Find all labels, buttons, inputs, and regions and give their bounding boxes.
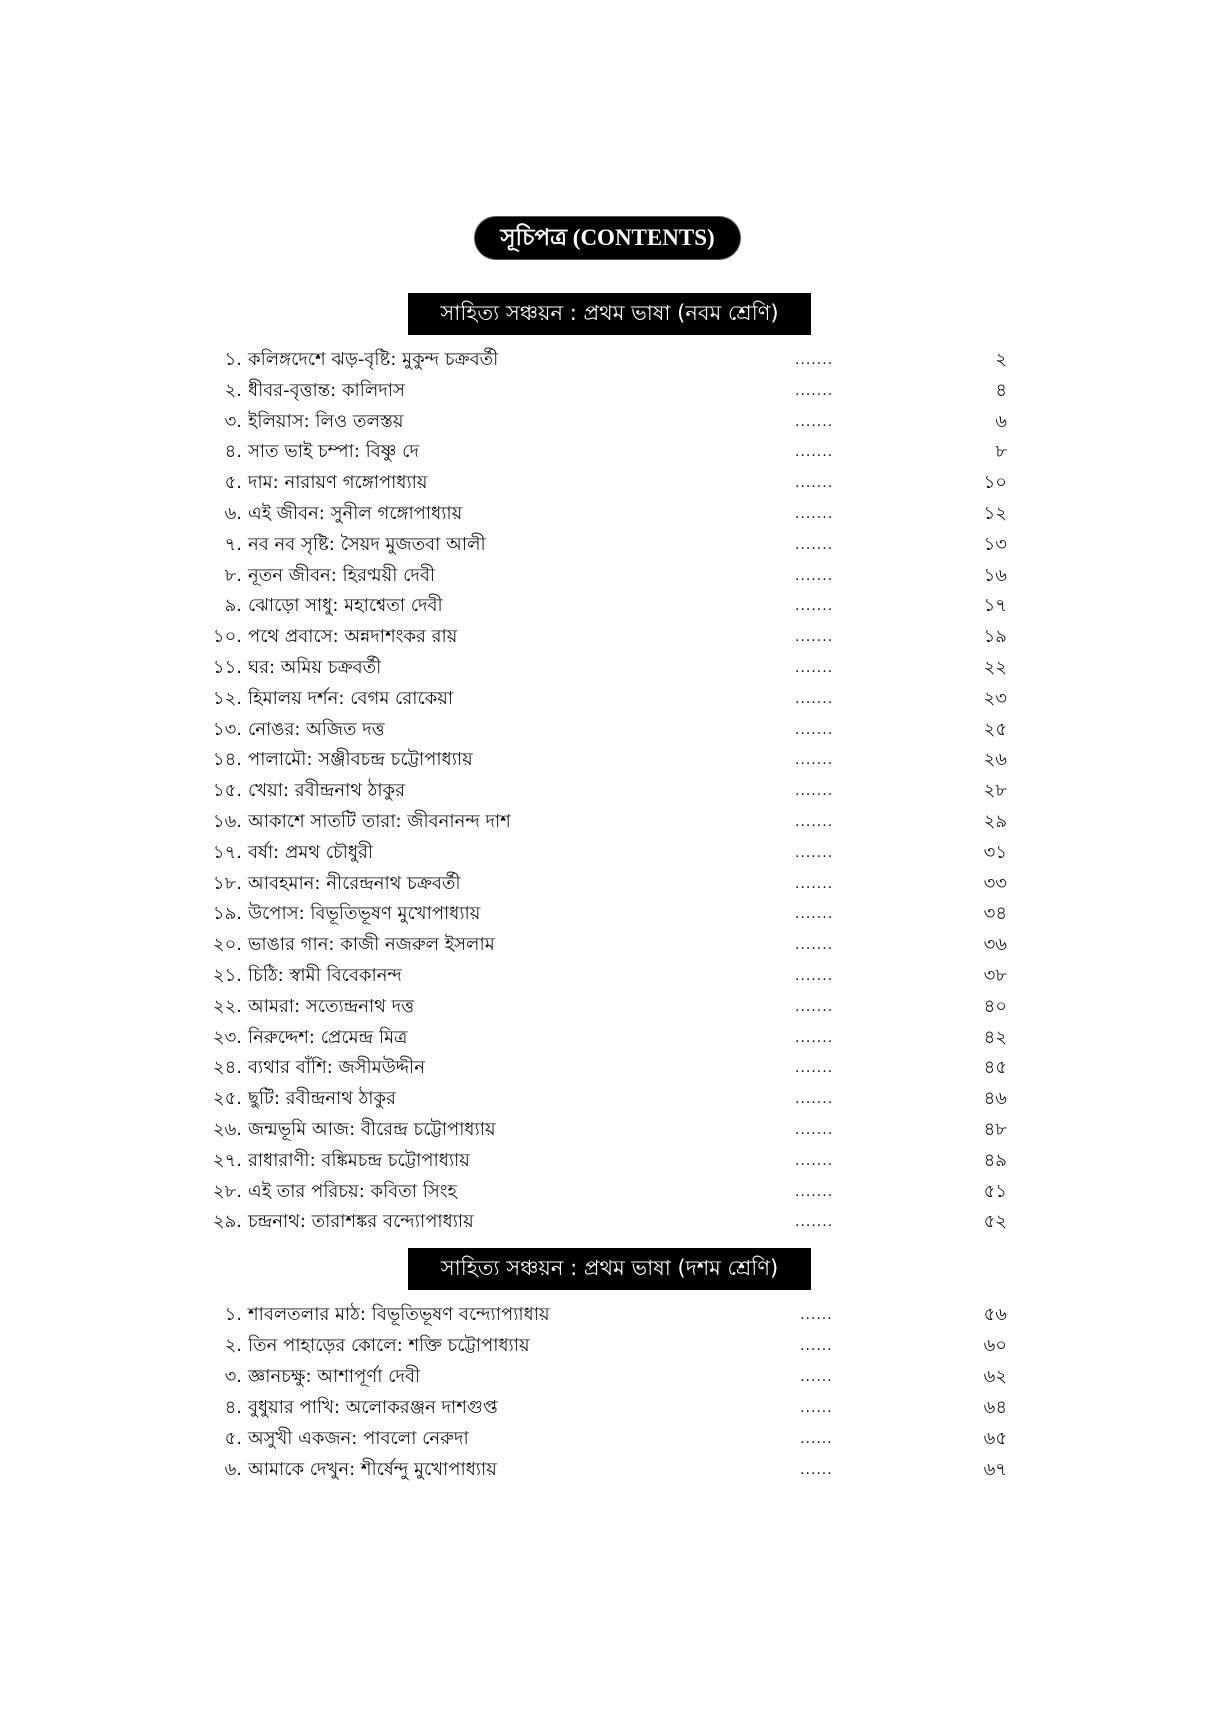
entry-title: ছুটি: রবীন্দ্রনাথ ঠাকুর: [248, 1088, 396, 1110]
entry-number: ৩.: [224, 1365, 242, 1387]
entry-number: ১৪.: [212, 749, 242, 771]
entry-leader-dots: .......: [795, 629, 834, 646]
toc-entry: [0, 1177, 1214, 1207]
entry-title: এই তার পরিচয়: কবিতা সিংহ: [248, 1180, 457, 1202]
entry-leader-dots: .......: [795, 937, 834, 954]
entry-leader-dots: ......: [800, 1307, 833, 1323]
entry-leader-dots: .......: [795, 906, 834, 923]
toc-entry: [0, 591, 1214, 621]
entry-page-number: ৮: [995, 441, 1007, 463]
entry-title: জন্মভূমি আজ: বীরেন্দ্র চট্টোপাধ্যায়: [248, 1119, 496, 1140]
toc-entry: [0, 376, 1214, 406]
entry-page-number: ৪৫: [983, 1057, 1007, 1079]
entry-number: ১.: [224, 349, 242, 370]
entry-page-number: ৪৮: [983, 1119, 1007, 1140]
toc-entry: [0, 1393, 1214, 1423]
entry-title: ভাঙার গান: কাজী নজরুল ইসলাম: [248, 934, 495, 956]
entry-leader-dots: .......: [795, 752, 834, 769]
toc-entry: [0, 899, 1214, 929]
entry-page-number: ১২: [983, 503, 1007, 524]
entry-title: নিরুদ্দেশ: প্রেমেন্দ্র মিত্র: [248, 1026, 408, 1048]
entry-title: এই জীবন: সুনীল গঙ্গোপাধ্যায়: [248, 503, 463, 524]
entry-leader-dots: .......: [795, 1029, 834, 1046]
entry-title: হিমালয় দর্শন: বেগম রোকেয়া: [248, 687, 454, 709]
entry-number: ১৫.: [212, 780, 242, 802]
entry-number: ১৬.: [212, 811, 242, 832]
entry-title: উপোস: বিভূতিভূষণ মুখোপাধ্যায়: [248, 903, 481, 925]
toc-entry: [0, 992, 1214, 1022]
entry-page-number: ৬৫: [983, 1427, 1007, 1449]
entry-leader-dots: .......: [795, 660, 834, 676]
entry-leader-dots: .......: [795, 998, 834, 1015]
toc-entry: [0, 407, 1214, 437]
entry-number: ২১.: [212, 965, 242, 986]
entry-title: অসুখী একজন: পাবলো নেরুদা: [248, 1427, 469, 1449]
entry-leader-dots: .......: [795, 783, 834, 800]
toc-entry: [0, 961, 1214, 991]
entry-leader-dots: .......: [795, 413, 834, 430]
entry-title: চিঠি: স্বামী বিবেকানন্দ: [248, 965, 402, 986]
entry-leader-dots: .......: [795, 1091, 834, 1108]
entry-leader-dots: .......: [795, 814, 834, 830]
entry-number: ৪.: [224, 1396, 242, 1418]
entry-page-number: ৬২: [983, 1365, 1007, 1387]
entry-title: ইলিয়াস: লিও তলস্তয়: [248, 410, 404, 432]
entry-number: ২৭.: [212, 1149, 242, 1171]
entry-leader-dots: .......: [795, 444, 834, 461]
entry-leader-dots: .......: [795, 721, 834, 738]
entry-page-number: ১৩: [983, 533, 1007, 555]
entry-page-number: ২: [995, 349, 1007, 370]
entry-leader-dots: ......: [800, 1430, 833, 1447]
entry-title: আমরা: সত্যেন্দ্রনাথ দত্ত: [248, 995, 414, 1017]
entry-title: খেয়া: রবীন্দ্রনাথ ঠাকুর: [248, 780, 406, 802]
toc-entry: [0, 684, 1214, 714]
entry-page-number: ৪৬: [983, 1088, 1007, 1110]
entry-leader-dots: ......: [800, 1461, 833, 1478]
entry-number: ৫.: [224, 1427, 242, 1449]
toc-entry: [0, 468, 1214, 498]
entry-leader-dots: .......: [795, 382, 834, 399]
entry-page-number: ৪০: [983, 995, 1007, 1017]
entry-leader-dots: .......: [795, 1183, 834, 1200]
entry-number: ৩.: [224, 410, 242, 432]
toc-entry: [0, 869, 1214, 899]
toc-entry: [0, 1455, 1214, 1485]
section-heading-class-9: সাহিত্য সঞ্চয়ন : প্রথম ভাষা (নবম শ্রেণি): [408, 293, 811, 335]
entry-number: ১২.: [212, 687, 242, 709]
entry-number: ১১.: [212, 657, 242, 678]
entry-title: নব নব সৃষ্টি: সৈয়দ মুজতবা আলী: [248, 533, 486, 555]
entry-number: ২০.: [212, 934, 242, 956]
entry-page-number: ১৭: [983, 595, 1007, 617]
entry-page-number: ১৯: [983, 626, 1007, 648]
entry-leader-dots: .......: [795, 506, 834, 522]
toc-entry: [0, 437, 1214, 467]
entry-page-number: ৩৬: [983, 934, 1007, 956]
entry-page-number: ১৬: [983, 564, 1007, 586]
entry-title: পালামৌ: সঞ্জীবচন্দ্র চট্টোপাধ্যায়: [248, 749, 473, 771]
entry-title: চন্দ্রনাথ: তারাশঙ্কর বন্দ্যোপাধ্যায়: [248, 1211, 474, 1233]
entry-number: ১৩.: [212, 718, 242, 740]
entry-page-number: ৫৬: [983, 1304, 1007, 1325]
entry-number: ২.: [224, 1334, 242, 1356]
entry-page-number: ৩১: [983, 841, 1007, 863]
entry-page-number: ২২: [983, 657, 1007, 678]
entry-title: ধীবর-বৃত্তান্ত: কালিদাস: [248, 379, 405, 401]
entry-page-number: ৩৩: [983, 872, 1007, 894]
entry-page-number: ৪: [995, 379, 1007, 401]
entry-number: ৭.: [224, 533, 242, 555]
entry-number: ৬.: [224, 503, 242, 524]
toc-entry: [0, 1207, 1214, 1237]
toc-entry: [0, 345, 1214, 375]
entry-page-number: ৫১: [983, 1180, 1007, 1202]
entry-number: ২৫.: [212, 1088, 242, 1110]
entry-leader-dots: .......: [795, 844, 834, 861]
toc-entry: [0, 838, 1214, 868]
entry-page-number: ২৯: [983, 811, 1007, 832]
entry-number: ২৯.: [212, 1211, 242, 1233]
entry-title: পথে প্রবাসে: অন্নদাশংকর রায়: [248, 626, 458, 648]
entry-number: ৬.: [224, 1458, 242, 1480]
entry-leader-dots: ......: [800, 1399, 833, 1416]
entry-title: সাত ভাই চম্পা: বিষ্ণু দে: [248, 441, 419, 463]
entry-number: ১.: [224, 1304, 242, 1325]
entry-leader-dots: .......: [795, 598, 834, 615]
entry-title: দাম: নারায়ণ গঙ্গোপাধ্যায়: [248, 472, 428, 494]
entry-number: ২৮.: [212, 1180, 242, 1202]
entry-page-number: ৫২: [983, 1211, 1007, 1233]
entry-page-number: ৩৪: [983, 903, 1007, 925]
entry-number: ২২.: [212, 995, 242, 1017]
entry-title: আমাকে দেখুন: শীর্ষেন্দু মুখোপাধ্যায়: [248, 1458, 497, 1480]
entry-title: ঘর: অমিয় চক্রবর্তী: [248, 657, 382, 678]
entry-number: ১৯.: [212, 903, 242, 925]
entry-leader-dots: ......: [800, 1337, 833, 1354]
toc-entry: [0, 1331, 1214, 1361]
toc-entry: [0, 653, 1214, 683]
entry-title: বুধুয়ার পাখি: অলোকরঞ্জন দাশগুপ্ত: [248, 1396, 498, 1418]
entry-page-number: ৪৯: [983, 1149, 1007, 1171]
entry-leader-dots: .......: [795, 352, 834, 368]
toc-entry: [0, 499, 1214, 529]
entry-leader-dots: .......: [795, 567, 834, 584]
toc-entry: [0, 530, 1214, 560]
toc-entry: [0, 561, 1214, 591]
entry-leader-dots: .......: [795, 968, 834, 984]
toc-entry: [0, 930, 1214, 960]
toc-entry: [0, 745, 1214, 775]
entry-page-number: ৩৮: [983, 965, 1007, 986]
toc-entry: [0, 1146, 1214, 1176]
entry-title: আবহমান: নীরেন্দ্রনাথ চক্রবর্তী: [248, 872, 461, 894]
entry-leader-dots: .......: [795, 536, 834, 553]
page-title: সূচিপত্র (CONTENTS): [475, 217, 740, 259]
entry-title: আকাশে সাতটি তারা: জীবনানন্দ দাশ: [248, 811, 511, 832]
toc-entry: [0, 715, 1214, 745]
entry-page-number: ৬৭: [983, 1458, 1007, 1480]
toc-entry: [0, 622, 1214, 652]
entry-leader-dots: .......: [795, 1122, 834, 1138]
entry-leader-dots: .......: [795, 875, 834, 892]
entry-number: ৫.: [224, 472, 242, 494]
toc-entry: [0, 1362, 1214, 1392]
entry-page-number: ৬: [995, 410, 1007, 432]
entry-leader-dots: .......: [795, 1060, 834, 1077]
entry-title: কলিঙ্গদেশে ঝড়-বৃষ্টি: মুকুন্দ চক্রবর্তী: [248, 349, 499, 370]
entry-number: ২৬.: [212, 1119, 242, 1140]
entry-page-number: ২৮: [983, 780, 1007, 802]
section-heading-class-10: সাহিত্য সঞ্চয়ন : প্রথম ভাষা (দশম শ্রেণি): [408, 1248, 811, 1290]
entry-number: ২৪.: [212, 1057, 242, 1079]
entry-number: ১৮.: [212, 872, 242, 894]
toc-entry: [0, 1084, 1214, 1114]
toc-entry: [0, 1424, 1214, 1454]
entry-title: তিন পাহাড়ের কোলে: শক্তি চট্টোপাধ্যায়: [248, 1334, 530, 1356]
entry-page-number: ৬৪: [983, 1396, 1007, 1418]
entry-title: বর্ষা: প্রমথ চৌধুরী: [248, 841, 374, 863]
toc-entry: [0, 1300, 1214, 1330]
entry-page-number: ২৩: [983, 687, 1007, 709]
entry-title: জ্ঞানচক্ষু: আশাপূর্ণা দেবী: [248, 1365, 421, 1387]
entry-title: শাবলতলার মাঠ: বিভূতিভূষণ বন্দ্যোপ্যাধায়: [248, 1304, 550, 1325]
toc-entry: [0, 1115, 1214, 1145]
entry-title: নূতন জীবন: হিরণ্ময়ী দেবী: [248, 564, 436, 586]
entry-number: ১০.: [212, 626, 242, 648]
entry-leader-dots: ......: [800, 1368, 833, 1385]
entry-leader-dots: .......: [795, 1152, 834, 1169]
entry-number: ৮.: [224, 564, 242, 586]
entry-leader-dots: .......: [795, 690, 834, 707]
toc-entry: [0, 776, 1214, 806]
entry-page-number: ২৬: [983, 749, 1007, 771]
toc-entry: [0, 1023, 1214, 1053]
entry-page-number: ১০: [983, 472, 1007, 494]
entry-number: ৪.: [224, 441, 242, 463]
entry-leader-dots: .......: [795, 1214, 834, 1231]
entry-title: রাধারাণী: বঙ্কিমচন্দ্র চট্টোপাধ্যায়: [248, 1149, 470, 1171]
entry-title: ঝোড়ো সাধু: মহাশ্বেতা দেবী: [248, 595, 443, 617]
entry-page-number: ৬০: [983, 1334, 1007, 1356]
entry-title: ব্যথার বাঁশি: জসীমউদ্দীন: [248, 1057, 425, 1079]
entry-page-number: ২৫: [983, 718, 1007, 740]
toc-entry: [0, 1053, 1214, 1083]
entry-number: ২৩.: [212, 1026, 242, 1048]
toc-entry: [0, 807, 1214, 837]
entry-page-number: ৪২: [983, 1026, 1007, 1048]
entry-number: ১৭.: [212, 841, 242, 863]
entry-number: ৯.: [224, 595, 242, 617]
entry-number: ২.: [224, 379, 242, 401]
entry-title: নোঙর: অজিত দত্ত: [248, 718, 385, 740]
entry-leader-dots: .......: [795, 475, 834, 492]
